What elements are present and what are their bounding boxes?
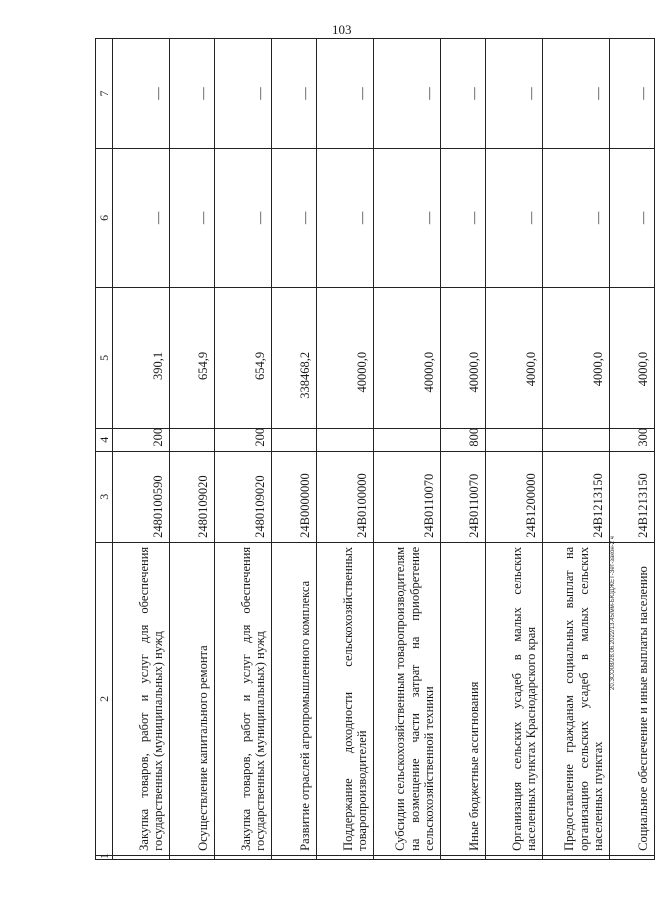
col6-cell: — <box>317 148 374 287</box>
vr-cell <box>317 428 374 451</box>
col7-cell: — <box>374 39 441 149</box>
sum-cell: 40000,0 <box>374 287 441 428</box>
header-cell: 2 <box>96 542 113 855</box>
code-cell: 24В1200000 <box>486 451 543 542</box>
code-cell: 24В0100000 <box>317 451 374 542</box>
col7-cell: — <box>317 39 374 149</box>
col6-cell: — <box>610 148 655 287</box>
table-row <box>374 39 441 860</box>
col7-cell: — <box>441 39 486 149</box>
sum-cell: 338468,2 <box>272 287 317 428</box>
budget-table <box>95 38 655 860</box>
code-cell: 2480109020 <box>170 451 215 542</box>
code-cell: 24В0110070 <box>441 451 486 542</box>
name-cell: Закупка товаров, работ и услуг для обеспечения государственных (муниципальных) нужд <box>113 542 170 855</box>
blank-cell <box>441 855 486 859</box>
sum-cell: 4000,0 <box>543 287 610 428</box>
code-cell: 24В0000000 <box>272 451 317 542</box>
footer-stamp: 20.ЗСО08/28.06.2022/13.45/мм-БЮДЖЕТ-Зет-закон-2 ч <box>610 536 616 690</box>
code-cell: 2480100590 <box>113 451 170 542</box>
col7-cell: — <box>272 39 317 149</box>
vr-cell <box>272 428 317 451</box>
sum-cell: 654,9 <box>170 287 215 428</box>
table-row <box>610 39 655 860</box>
blank-cell <box>113 855 170 859</box>
blank-cell <box>170 855 215 859</box>
code-cell: 24В0110070 <box>374 451 441 542</box>
vr-cell <box>543 428 610 451</box>
blank-cell <box>215 855 272 859</box>
name-cell: Иные бюджетные ассигнования <box>441 542 486 855</box>
vr-cell: 800 <box>441 428 486 451</box>
col6-cell: — <box>543 148 610 287</box>
blank-cell <box>486 855 543 859</box>
vr-cell <box>170 428 215 451</box>
vr-cell <box>486 428 543 451</box>
col6-cell: — <box>486 148 543 287</box>
code-cell: 24В1213150 <box>543 451 610 542</box>
name-cell: Организация сельских усадеб в малых сельских населенных пунктах Краснодарского края <box>486 542 543 855</box>
table-row <box>441 39 486 860</box>
table-row <box>317 39 374 860</box>
name-cell: Субсидии сельскохозяйственным товаропроизводителям на возмещение части затрат на приобретение сельскохозяйственной техники <box>374 542 441 855</box>
header-cell: 6 <box>96 148 113 287</box>
table-row <box>113 39 170 860</box>
sum-cell: 4000,0 <box>486 287 543 428</box>
blank-cell <box>272 855 317 859</box>
name-cell: Предоставление гражданам социальных выплат на организацию сельских усадеб в малых сельских населенных пунктах <box>543 542 610 855</box>
col6-cell: — <box>215 148 272 287</box>
table-row <box>543 39 610 860</box>
vr-cell <box>374 428 441 451</box>
header-row <box>96 39 113 860</box>
blank-cell <box>374 855 441 859</box>
name-cell: Развитие отраслей агропромышленного комплекса <box>272 542 317 855</box>
page-number: 103 <box>332 22 352 37</box>
name-cell: Закупка товаров, работ и услуг для обеспечения государственных (муниципальных) нужд <box>215 542 272 855</box>
col7-cell: — <box>113 39 170 149</box>
table-row <box>272 39 317 860</box>
col7-cell: — <box>610 39 655 149</box>
col6-cell: — <box>441 148 486 287</box>
sum-cell: 654,9 <box>215 287 272 428</box>
vr-cell: 200 <box>215 428 272 451</box>
sum-cell: 390,1 <box>113 287 170 428</box>
col7-cell: — <box>215 39 272 149</box>
name-cell: Поддержание доходности сельскохозяйственных товаропроизводителей <box>317 542 374 855</box>
header-cell: 4 <box>96 428 113 451</box>
blank-cell <box>317 855 374 859</box>
table-row <box>170 39 215 860</box>
sum-cell: 40000,0 <box>317 287 374 428</box>
sum-cell: 40000,0 <box>441 287 486 428</box>
vr-cell: 200 <box>113 428 170 451</box>
code-cell: 24В1213150 <box>610 451 655 542</box>
header-cell: 7 <box>96 39 113 149</box>
col7-cell: — <box>543 39 610 149</box>
col7-cell: — <box>486 39 543 149</box>
table-row <box>215 39 272 860</box>
blank-cell <box>610 855 655 859</box>
col6-cell: — <box>170 148 215 287</box>
blank-cell <box>543 855 610 859</box>
name-cell: Социальное обеспечение и иные выплаты населению <box>610 542 655 855</box>
name-cell: Осуществление капитального ремонта <box>170 542 215 855</box>
col6-cell: — <box>374 148 441 287</box>
col7-cell: — <box>170 39 215 149</box>
col6-cell: — <box>113 148 170 287</box>
col6-cell: — <box>272 148 317 287</box>
sum-cell: 4000,0 <box>610 287 655 428</box>
table-row <box>486 39 543 860</box>
header-cell: 1 <box>96 853 111 859</box>
header-cell: 3 <box>96 451 113 542</box>
code-cell: 2480109020 <box>215 451 272 542</box>
vr-cell: 300 <box>610 428 655 451</box>
header-cell: 5 <box>96 287 113 428</box>
